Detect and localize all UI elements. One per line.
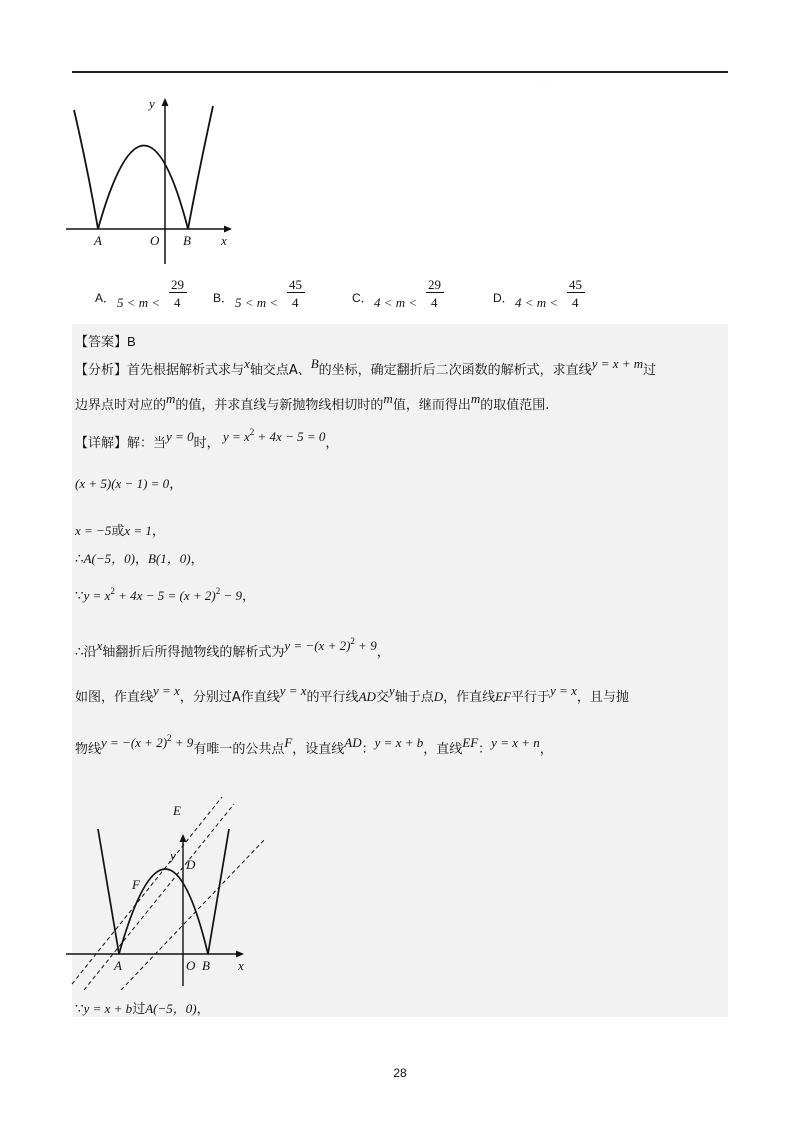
fraction-bar <box>426 292 444 293</box>
math-sup: 2 <box>350 636 355 646</box>
math-eq: y = −(x + 2) <box>101 735 168 750</box>
detail-text: 轴于点 <box>394 690 434 705</box>
math-eq: + 9 <box>354 638 377 653</box>
detail-text: 的平行线 <box>306 690 359 705</box>
option-inequality: 4 < m < <box>374 295 418 310</box>
page-number: 28 <box>393 1066 407 1080</box>
detail-line-7 <box>75 683 629 705</box>
math-m: m <box>470 391 481 406</box>
analysis-text: 的坐标，确定翻折后二次函数的解析式，求直线 <box>318 363 592 378</box>
punct: ： <box>361 742 375 757</box>
math-line-eq: y = x + b <box>374 735 424 750</box>
option-letter: B． <box>213 291 234 305</box>
math-sup: 2 <box>215 586 221 596</box>
curve-left-arm <box>74 110 98 229</box>
math-x: x <box>244 356 250 371</box>
therefore-symbol: ∴ <box>75 644 84 659</box>
analysis-text: 首先根据解析式求与 <box>127 363 245 378</box>
math-root: x = 1 <box>124 523 152 538</box>
option-letter: C． <box>352 291 373 305</box>
detail-text: 过 <box>132 1002 146 1017</box>
math-point-A: A(−5，0) <box>145 1001 197 1016</box>
label-y: y <box>149 96 155 111</box>
punct: ， <box>151 524 165 539</box>
math-AD: AD <box>344 735 362 750</box>
option-letter: A． <box>95 291 116 305</box>
detail-text: 轴翻折后所得抛物线的解析式为 <box>102 645 285 660</box>
label-B: B <box>183 233 191 248</box>
math-x: x <box>96 638 103 653</box>
analysis-text: 边界点时对应的 <box>75 398 167 413</box>
curve-right-arm <box>208 829 229 954</box>
math-eq: y = x <box>83 588 111 603</box>
detail-text: 时， <box>193 436 220 451</box>
math-point-B: B(1，0) <box>147 551 191 566</box>
math-eq: + 4x − 5 = (x + 2) <box>114 588 216 603</box>
math-y: y <box>388 683 395 698</box>
punct: ， <box>169 477 183 492</box>
option-inequality: 5 < m < <box>235 295 279 310</box>
math-line-eq: y = x <box>153 683 180 698</box>
detail-text: 物线 <box>75 742 102 757</box>
option-denominator: 4 <box>174 295 181 310</box>
y-axis-arrow-icon <box>162 98 169 106</box>
option-denominator: 4 <box>572 295 579 310</box>
option-denominator: 4 <box>431 295 438 310</box>
answer-line <box>75 331 136 350</box>
detail-text: 或 <box>111 524 125 539</box>
math-EF: EF <box>495 689 512 704</box>
math-EF: EF <box>462 735 479 750</box>
header-rule <box>72 71 728 73</box>
punct: ， <box>325 436 339 451</box>
label-x: x <box>221 233 227 248</box>
analysis-text: 轴交点A、 <box>249 363 311 378</box>
punct: ， <box>134 552 148 567</box>
math-sup: 2 <box>167 733 172 743</box>
analysis-line-1 <box>75 356 657 378</box>
punct: ， <box>539 742 553 757</box>
fraction-bar <box>567 292 585 293</box>
label-F: F <box>132 877 140 892</box>
option-numerator: 29 <box>171 277 184 292</box>
detail-line-1 <box>75 427 339 451</box>
math-line-eq: y = x <box>279 683 307 698</box>
punct: ， <box>196 1002 210 1017</box>
label-B: B <box>202 958 210 973</box>
math-eq: − 9 <box>220 588 242 603</box>
option-denominator: 4 <box>292 295 299 310</box>
label-A: A <box>114 958 122 973</box>
y-axis-arrow-icon <box>180 834 187 842</box>
punct: ， <box>190 552 204 567</box>
analysis-text: 过 <box>643 363 657 378</box>
detail-tag: 【详解】 <box>75 436 128 451</box>
detail-text: 解：当 <box>127 436 167 451</box>
detail-text: ，设直线 <box>292 742 345 757</box>
label-A: A <box>94 233 102 248</box>
math-eq: y = x <box>222 429 250 444</box>
label-O: O <box>186 958 196 973</box>
analysis-text: 的取值范围. <box>480 398 550 413</box>
detail-text: ，直线 <box>423 742 463 757</box>
label-E: E <box>173 803 181 818</box>
option-letter: D． <box>493 291 514 305</box>
math-eq: y = −(x + 2) <box>284 638 351 653</box>
math-point-A: A(−5，0) <box>83 551 135 566</box>
math-factored: (x + 5)(x − 1) = 0 <box>75 476 170 491</box>
math-line-eq: y = x <box>550 683 577 698</box>
math-AD: AD <box>358 689 376 704</box>
math-m: m <box>383 391 393 406</box>
analysis-line-2 <box>75 391 550 413</box>
because-symbol: ∵ <box>75 1001 84 1016</box>
detail-text: ，作直线 <box>443 690 496 705</box>
math-D: D <box>433 689 444 704</box>
detail-text: 沿 <box>83 645 97 660</box>
math-eq: + 9 <box>171 735 194 750</box>
answer-options <box>95 276 655 312</box>
math-sup: 2 <box>249 427 255 437</box>
label-y: y <box>170 848 176 863</box>
label-O: O <box>150 233 160 248</box>
detail-text: ，分别过A作直线 <box>179 690 280 705</box>
x-axis-arrow-icon <box>224 226 232 233</box>
math-y-zero: y = 0 <box>166 429 194 444</box>
detail-line-4 <box>75 548 204 567</box>
curve-left-arm <box>98 829 119 954</box>
header-dot: · <box>543 84 545 90</box>
line-AD <box>84 804 234 990</box>
math-eq: + 4x − 5 = 0 <box>254 429 326 444</box>
math-line-eq: y = x + m <box>591 356 644 371</box>
option-inequality: 5 < m < <box>117 295 161 310</box>
label-D: D <box>186 857 196 872</box>
x-axis-arrow-icon <box>236 951 244 958</box>
figure-folded-parabola <box>66 92 242 268</box>
line-EF <box>72 797 222 984</box>
math-line-eq: y = x + b <box>83 1001 133 1016</box>
detail-text: ，且与抛 <box>576 690 629 705</box>
punct: ： <box>478 742 492 757</box>
detail-text: 有唯一的公共点 <box>193 742 285 757</box>
figure-tangent-lines <box>66 794 272 990</box>
fraction-bar <box>287 292 305 293</box>
detail-line-6 <box>75 636 390 660</box>
option-numerator: 45 <box>289 277 302 292</box>
answer-value: B <box>127 334 136 349</box>
analysis-tag: 【分析】 <box>75 363 128 378</box>
analysis-text: 值，继而得出 <box>392 398 471 413</box>
detail-line-3 <box>75 520 165 539</box>
option-numerator: 29 <box>428 277 441 292</box>
detail-line-2 <box>75 473 182 492</box>
detail-text: 平行于 <box>511 690 551 705</box>
because-symbol: ∵ <box>75 588 84 603</box>
math-m: m <box>166 391 176 406</box>
detail-line-5 <box>75 585 255 604</box>
answer-tag: 【答案】 <box>75 335 128 350</box>
detail-line-8 <box>75 733 553 757</box>
option-numerator: 45 <box>569 277 582 292</box>
analysis-text: 的值，并求直线与新抛物线相切时的 <box>175 398 384 413</box>
label-x: x <box>238 958 244 973</box>
math-sup: 2 <box>110 586 115 596</box>
curve-arch <box>98 146 188 230</box>
math-line-eq: y = x + n <box>491 735 540 750</box>
punct: ， <box>241 589 255 604</box>
detail-text: 如图，作直线 <box>75 690 154 705</box>
detail-line-9 <box>75 998 210 1017</box>
math-F: F <box>284 735 293 750</box>
fraction-bar <box>169 292 187 293</box>
math-root: x = −5 <box>75 523 112 538</box>
therefore-symbol: ∴ <box>75 551 84 566</box>
punct: ， <box>376 645 390 660</box>
option-inequality: 4 < m < <box>515 295 559 310</box>
math-B: B <box>310 356 319 371</box>
detail-text: 交 <box>375 690 389 705</box>
curve-right-arm <box>188 106 213 229</box>
